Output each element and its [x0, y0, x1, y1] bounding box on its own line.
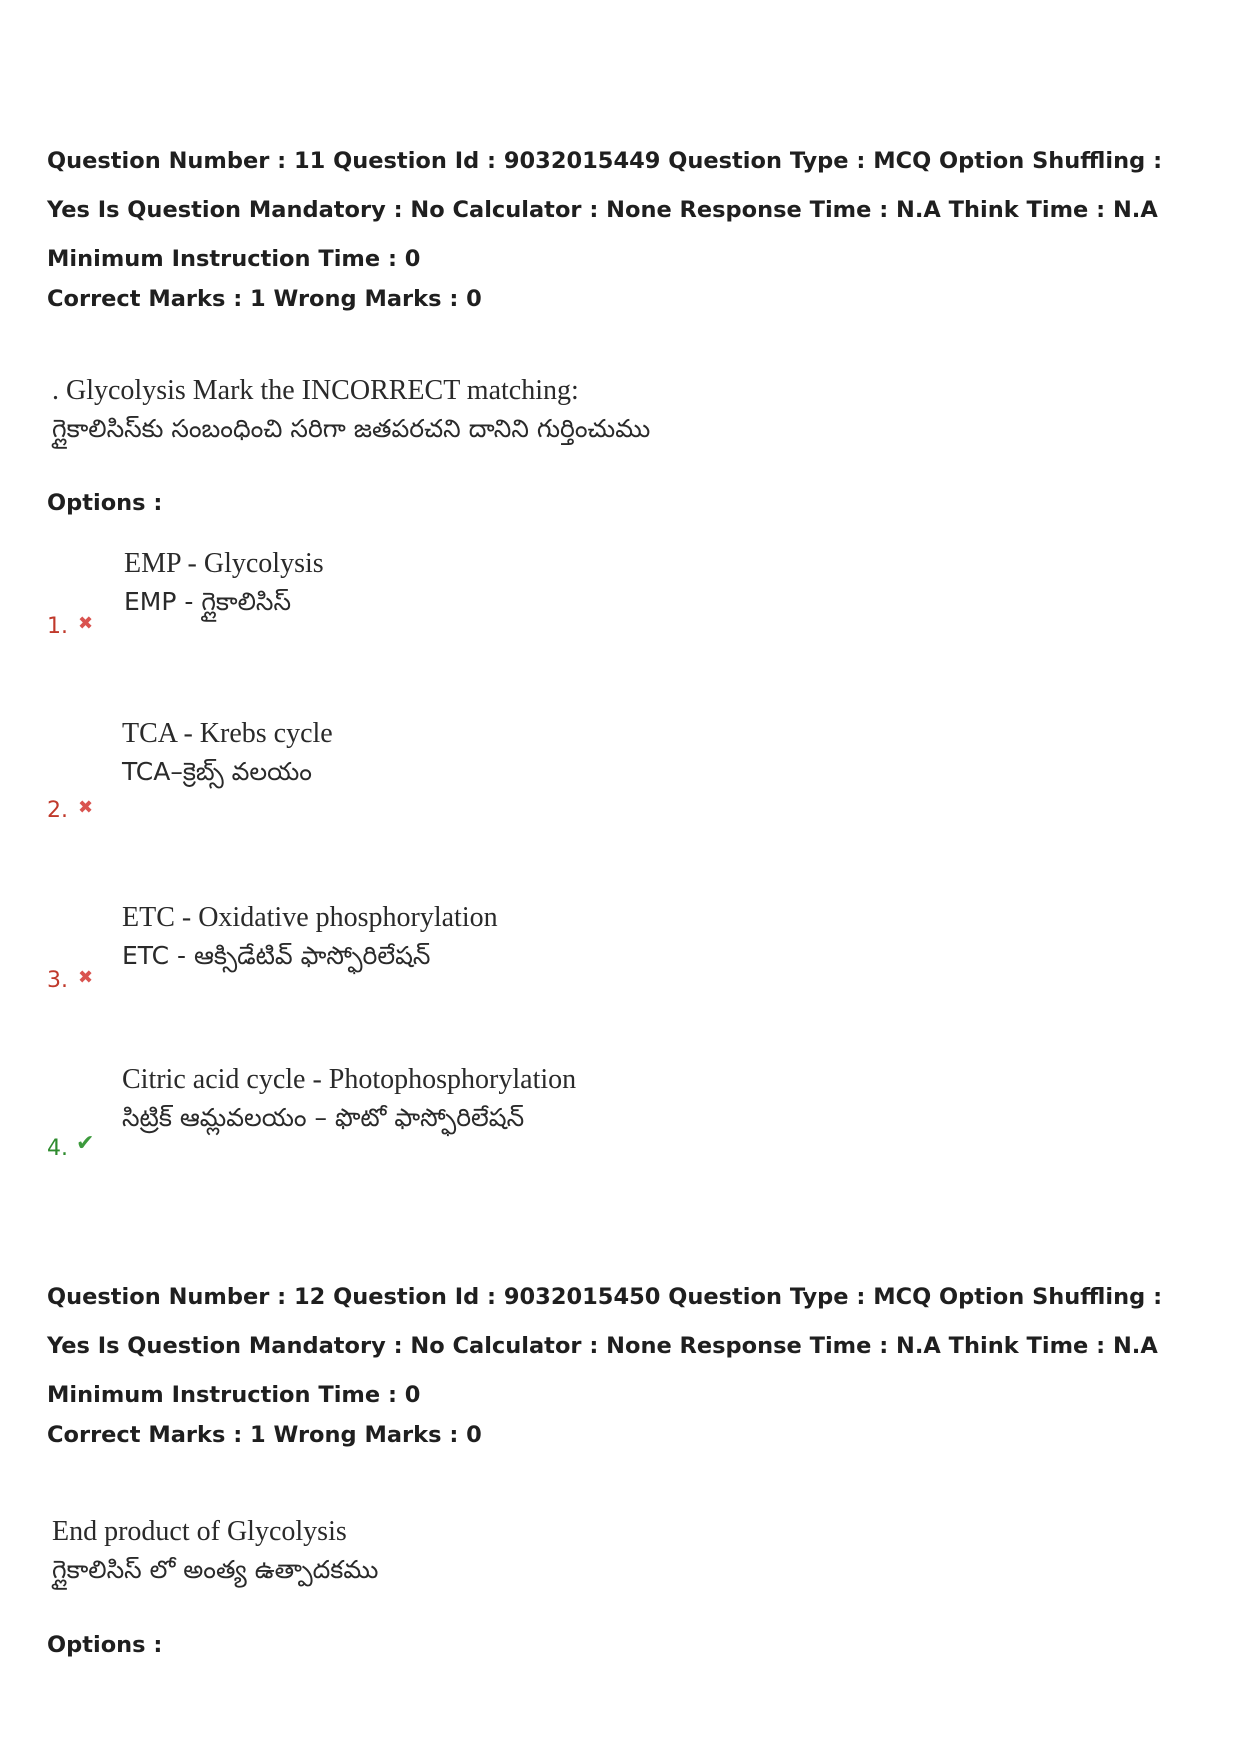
option-english: ETC - Oxidative phosphorylation: [122, 902, 498, 933]
check-icon: ✔: [76, 1131, 95, 1156]
cross-icon: ✖: [78, 613, 94, 634]
option-number: 1.: [47, 614, 68, 639]
cross-icon: ✖: [78, 797, 94, 818]
option-telugu: EMP - గ్లైకాలిసిస్: [124, 587, 292, 616]
question-header: Question Number : 11 Question Id : 9032015449 Question Type : MCQ Option Shuffling : Yes Is Question Mandatory : No Calculator : None Response Time : N.A Think Time : N.A Minimum Instruction Time : 0: [47, 148, 1163, 272]
option-telugu: ETC - ఆక్సిడేటివ్ ఫాస్ఫోరిలేషన్: [122, 941, 431, 970]
option-english: EMP - Glycolysis: [124, 548, 324, 579]
options-label: Options :: [47, 490, 163, 516]
option-telugu: TCA–క్రెబ్స్ వలయం: [122, 757, 312, 786]
question-text-telugu: గ్లైకాలిసిస్‌కు సంబంధించి సరిగా జతపరచని దానిని గుర్తించుము: [52, 414, 651, 443]
question-header: Question Number : 12 Question Id : 9032015450 Question Type : MCQ Option Shuffling : Yes Is Question Mandatory : No Calculator : None Response Time : N.A Think Time : N.A Minimum Instruction Time : 0: [47, 1284, 1163, 1408]
option-english: TCA - Krebs cycle: [122, 718, 333, 749]
marks-line: Correct Marks : 1 Wrong Marks : 0: [47, 1422, 482, 1448]
marks-line: Correct Marks : 1 Wrong Marks : 0: [47, 286, 482, 312]
option-number: 3.: [47, 968, 68, 993]
cross-icon: ✖: [78, 967, 94, 988]
option-3-text: [122, 899, 498, 975]
option-english: Citric acid cycle - Photophosphorylation: [122, 1064, 577, 1095]
question-text-english: . Glycolysis Mark the INCORRECT matching:: [52, 375, 579, 406]
options-label: Options :: [47, 1632, 163, 1658]
option-2-text: [122, 715, 333, 791]
question-text: [52, 372, 650, 448]
option-number: 4.: [47, 1136, 68, 1161]
question-text-english: End product of Glycolysis: [52, 1516, 347, 1547]
question-text-telugu: గ్లైకాలిసిస్ లో అంత్య ఉత్పాదకము: [52, 1555, 379, 1584]
question-text: [52, 1513, 378, 1589]
option-4-text: [122, 1061, 576, 1137]
option-1-text: [124, 545, 324, 621]
option-telugu: సిట్రిక్ ఆమ్లవలయం – ఫొటో ఫాస్ఫోరిలేషన్: [122, 1103, 525, 1132]
option-number: 2.: [47, 798, 68, 823]
